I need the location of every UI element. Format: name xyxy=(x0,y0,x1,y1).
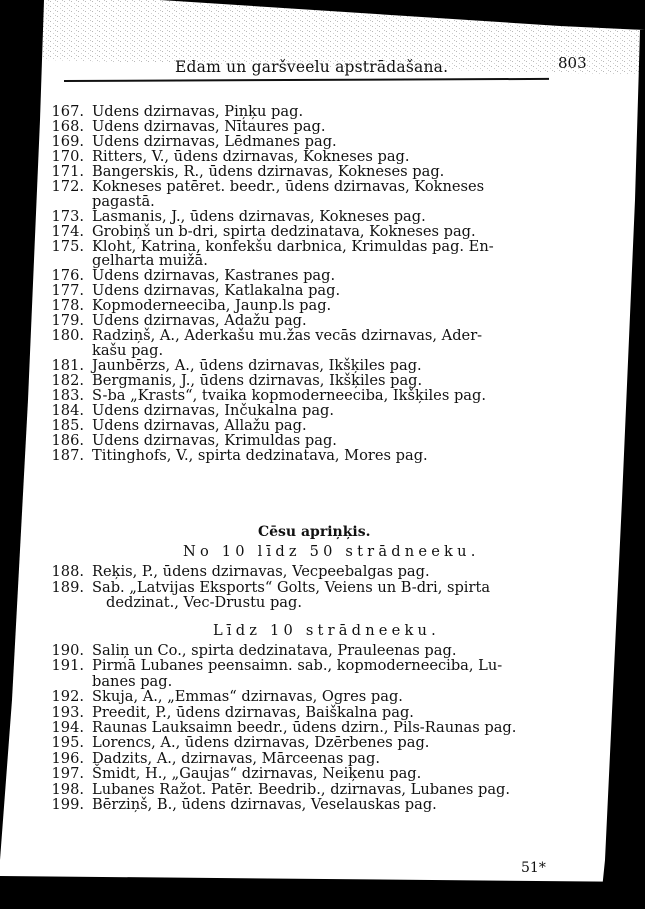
entry-text: Preedit, P., ūdens dzirnavas, Baiškalna pag. xyxy=(92,703,414,721)
entry-text: Šmidt, H., „Gaujas“ dzirnavas, Neiķenu pag. xyxy=(92,765,422,783)
entry-text: Lasmanis, J., ūdens dzirnavas, Kokneses pag. xyxy=(92,207,426,225)
entry-number: 167. xyxy=(51,103,84,120)
entry-number: 193. xyxy=(51,703,84,721)
page-number: 803 xyxy=(558,54,587,72)
entry-number: 185. xyxy=(51,416,84,434)
entry-text: pagastā. xyxy=(92,192,155,210)
entry-text: Udens dzirnavas, Nītaures pag. xyxy=(92,117,326,135)
entry-number: 168. xyxy=(51,117,84,135)
entry-number: 189. xyxy=(51,578,84,596)
entry-text: Radziņš, A., Aderkašu mu.žas vecās dzirnavas, Ader- xyxy=(92,327,483,345)
entry-text: Kokneses patēret. beedr., ūdens dzirnavas, Kokneses xyxy=(92,177,485,195)
entry-text: Udens dzirnavas, Lēdmanes pag. xyxy=(92,132,337,150)
running-header: Edam un garšveelu apstrādašana. xyxy=(175,58,449,76)
entry-text: Ritters, V., ūdens dzirnavas, Kokneses pag. xyxy=(92,147,410,165)
entry-number: 188. xyxy=(51,563,84,580)
entry-number: 171. xyxy=(51,162,84,180)
entry-number: 175. xyxy=(51,237,84,255)
entry-text: Udens dzirnavas, Krimuldas pag. xyxy=(92,431,337,449)
entry-text: Sab. „Latvijas Eksports“ Golts, Veiens un B-dri, spirta xyxy=(92,578,491,596)
entry-text: Bergmanis, J., ūdens dzirnavas, Ikšķiles pag. xyxy=(92,372,423,390)
size-category-heading: No 10 līdz 50 strādneeku. xyxy=(183,543,480,560)
entry-number: 169. xyxy=(51,132,84,150)
header-rule xyxy=(64,78,549,82)
entry-text: Bangerskis, R., ūdens dzirnavas, Kokneses pag. xyxy=(92,162,445,180)
entry-text: gelharta muižā. xyxy=(92,252,208,270)
entry-number: 183. xyxy=(51,387,84,405)
entry-number: 180. xyxy=(51,327,84,345)
entry-number: 174. xyxy=(51,222,84,240)
entry-text: Udens dzirnavas, Inčukalna pag. xyxy=(92,402,335,419)
entry-text: Udens dzirnavas, Adažu pag. xyxy=(92,312,307,330)
entry-text: Raunas Lauksaimn beedr., ūdens dzirn., Pils-Raunas pag. xyxy=(92,719,517,736)
entry-number: 170. xyxy=(51,147,84,165)
entry-text: Dadzits, A., dzirnavas, Mārceenas pag. xyxy=(92,749,380,767)
district-title: Cēsu apriņķis. xyxy=(258,524,371,540)
entry-text: Reķis, P., ūdens dzirnavas, Vecpeebalgas pag. xyxy=(92,563,430,580)
entry-text: Pirmā Lubanes peensaimn. sab., kopmoderneeciba, Lu- xyxy=(92,657,503,675)
entry-number: 176. xyxy=(51,267,84,285)
entry-number: 184. xyxy=(51,402,84,419)
entry-text: Saliņ un Co., spirta dedzinatava, Prauleenas pag. xyxy=(92,642,457,659)
entry-number: 197. xyxy=(51,765,84,783)
entry-text: Udens dzirnavas, Kastranes pag. xyxy=(92,267,336,285)
entry-number: 181. xyxy=(51,357,84,375)
signature-mark: 51* xyxy=(521,860,546,876)
entry-number: 178. xyxy=(51,297,84,315)
entry-text: Udens dzirnavas, Allažu pag. xyxy=(92,416,307,434)
entry-text: banes pag. xyxy=(92,672,173,690)
entry-text: S-ba „Krasts“, tvaika kopmoderneeciba, Ikšķiles pag. xyxy=(92,387,486,405)
entry-text: Grobiņš un b-dri, spirta dedzinatava, Kokneses pag. xyxy=(92,222,476,240)
entry-text: Titinghofs, V., spirta dedzinatava, Mores pag. xyxy=(92,446,428,464)
entry-number: 186. xyxy=(51,431,84,449)
entry-text: Skuja, A., „Emmas“ dzirnavas, Ogres pag. xyxy=(92,688,403,706)
entry-number: 187. xyxy=(51,446,84,464)
entry-text: Lubanes Ražot. Patēr. Beedrib., dzirnavas, Lubanes pag. xyxy=(92,780,511,798)
entry-text: Kloht, Katrina, konfekšu darbnica, Krimuldas pag. En- xyxy=(92,237,494,255)
entry-text: Kopmoderneeciba, Jaunp.ls pag. xyxy=(92,297,332,315)
entry-number: 190. xyxy=(51,642,84,659)
entry-number: 191. xyxy=(51,657,84,675)
entry-number: 199. xyxy=(51,796,84,813)
size-category-heading-2: Līdz 10 strādneeku. xyxy=(213,622,440,639)
entry-text: Lorencs, A., ūdens dzirnavas, Dzērbenes pag. xyxy=(92,734,430,752)
entry-text: Jaunbērzs, A., ūdens dzirnavas, Ikšķiles pag. xyxy=(92,357,422,375)
entry-number: 196. xyxy=(51,749,84,767)
entry-number: 173. xyxy=(51,207,84,225)
entry-number: 179. xyxy=(51,312,84,330)
entry-number: 194. xyxy=(51,719,84,736)
entry-text: dedzinat., Vec-Drustu pag. xyxy=(106,594,302,612)
entry-number: 192. xyxy=(51,688,84,706)
entry-text: kašu pag. xyxy=(92,342,164,360)
entry-number: 172. xyxy=(51,177,84,195)
entry-text: Udens dzirnavas, Katlakalna pag. xyxy=(92,282,341,300)
entry-text: Udens dzirnavas, Piņķu pag. xyxy=(92,103,304,120)
entry-number: 182. xyxy=(51,372,84,390)
entry-number: 198. xyxy=(51,780,84,798)
entry-text: Bērziņš, B., ūdens dzirnavas, Veselauskas pag. xyxy=(92,796,437,813)
entry-number: 195. xyxy=(51,734,84,752)
entry-number: 177. xyxy=(51,282,84,300)
